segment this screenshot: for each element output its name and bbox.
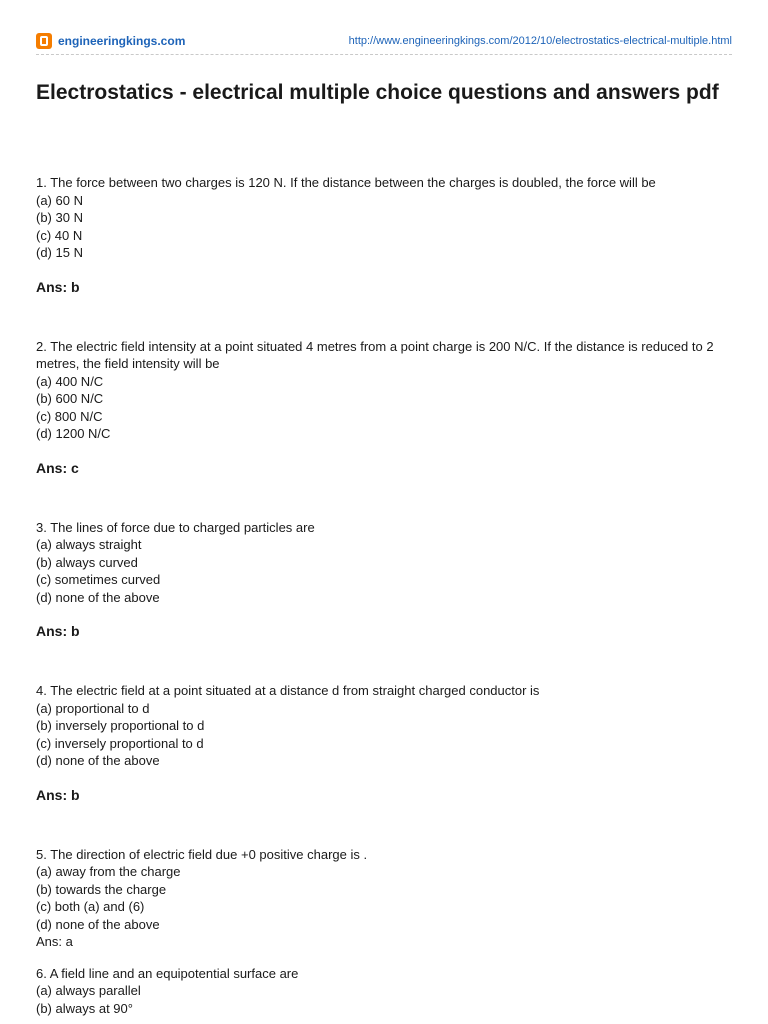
- question-list: [36, 174, 736, 1017]
- question-2: [36, 338, 736, 477]
- answer: Ans: b: [36, 786, 80, 803]
- option-b: (b) towards the charge: [36, 881, 167, 897]
- option-d: (d) none of the above: [36, 589, 160, 605]
- question-4: [36, 682, 736, 804]
- option-c: (c) inversely proportional to d: [36, 735, 204, 751]
- question-text: 5. The direction of electric field due +0 positive charge is .: [36, 846, 368, 862]
- answer: Ans: a: [36, 934, 73, 949]
- question-3: [36, 519, 736, 641]
- answer: Ans: c: [36, 459, 79, 476]
- question-text: 6. A field line and an equipotential surface are: [36, 965, 299, 981]
- page-url-link[interactable]: http://www.engineeringkings.com/2012/10/electrostatics-electrical-multiple.html: [348, 35, 732, 47]
- option-c: (c) 40 N: [36, 227, 83, 243]
- option-a: (a) proportional to d: [36, 700, 150, 716]
- option-a: (a) 400 N/C: [36, 373, 104, 389]
- question-text: 1. The force between two charges is 120 N. If the distance between the charges is doubled, the force will be: [36, 175, 656, 190]
- option-b: (b) always curved: [36, 554, 138, 570]
- option-d: (d) none of the above: [36, 753, 160, 768]
- option-b: (b) always at 90°: [36, 1000, 133, 1016]
- option-c: (c) both (a) and (6): [36, 899, 145, 914]
- option-a: (a) away from the charge: [36, 864, 181, 879]
- page-header: [36, 30, 732, 52]
- option-b: (b) inversely proportional to d: [36, 718, 205, 733]
- blogger-icon: [36, 33, 52, 49]
- question-text: 3. The lines of force due to charged particles are: [36, 519, 315, 535]
- site-name-link[interactable]: engineeringkings.com: [58, 34, 186, 48]
- option-a: (a) always straight: [36, 537, 142, 552]
- answer: Ans: b: [36, 278, 80, 295]
- option-c: (c) 800 N/C: [36, 408, 103, 424]
- question-5: [36, 846, 736, 951]
- option-a: (a) always parallel: [36, 983, 141, 998]
- option-b: (b) 600 N/C: [36, 391, 104, 406]
- option-d: (d) 15 N: [36, 245, 83, 260]
- header-divider: [36, 54, 732, 55]
- page-title: Electrostatics - electrical multiple choice questions and answers pdf: [36, 81, 719, 104]
- question-text: 2. The electric field intensity at a point situated 4 metres from a point charge is 200 N/C. If the distance is reduced to 2 metres, the field intensity will be: [36, 338, 714, 371]
- option-d: (d) none of the above: [36, 916, 160, 932]
- question-text: 4. The electric field at a point situated at a distance d from straight charged conductor is: [36, 683, 540, 698]
- option-a: (a) 60 N: [36, 192, 83, 208]
- question-1: [36, 174, 736, 296]
- site-logo[interactable]: [36, 33, 185, 49]
- option-d: (d) 1200 N/C: [36, 426, 111, 441]
- option-c: (c) sometimes curved: [36, 572, 161, 587]
- answer: Ans: b: [36, 623, 80, 639]
- question-6: [36, 965, 736, 1018]
- option-b: (b) 30 N: [36, 210, 83, 225]
